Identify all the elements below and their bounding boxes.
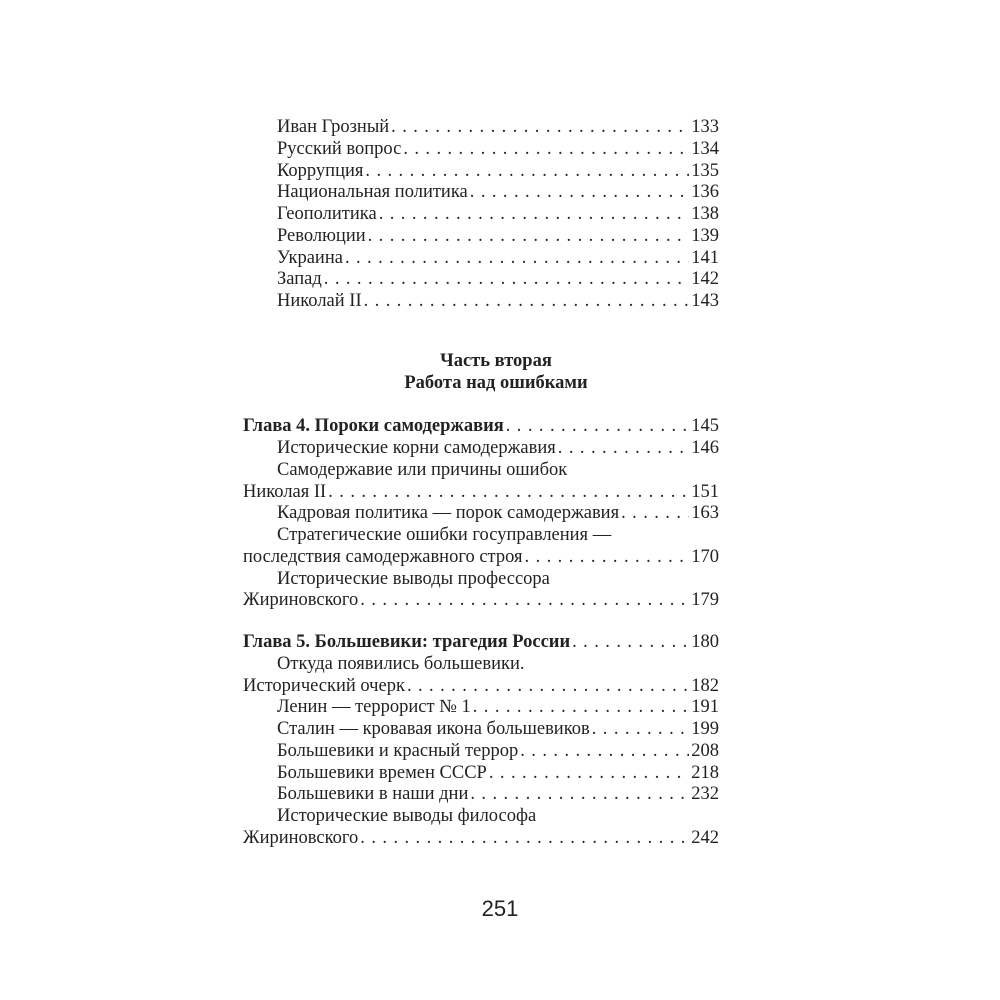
dot-leader — [345, 248, 689, 270]
toc-entry — [243, 161, 719, 183]
entry-page: 199 — [691, 719, 719, 739]
entry-title: Сталин — кровавая икона большевиков — [277, 719, 590, 739]
entry-page: 141 — [691, 247, 719, 268]
entry-title: Русский вопрос — [277, 138, 402, 159]
toc-entry — [243, 291, 719, 313]
toc-entry — [243, 269, 719, 291]
dot-leader — [391, 117, 689, 139]
toc-entry — [243, 204, 719, 226]
entry-title: Самодержавие или причины ошибок — [277, 459, 568, 480]
chapter-heading — [243, 632, 719, 654]
entry-page: 134 — [691, 138, 719, 159]
entry-page: 170 — [691, 546, 719, 567]
toc-entry — [243, 784, 719, 806]
entry-page: 191 — [691, 697, 719, 718]
dot-leader — [525, 547, 690, 569]
entry-page: 133 — [691, 117, 719, 137]
entry-page: 163 — [691, 503, 719, 524]
dot-leader — [592, 719, 690, 741]
entry-title: Большевики и красный террор — [277, 740, 519, 761]
entry-page: 146 — [691, 438, 719, 458]
entry-title: Украина — [277, 247, 343, 268]
dot-leader — [360, 590, 689, 612]
entry-title: Большевики времен СССР — [277, 762, 487, 783]
entry-title: Исторические корни самодержавия — [277, 438, 556, 458]
dot-leader — [470, 784, 689, 806]
entry-page: 242 — [691, 827, 719, 848]
entry-title: Откуда появились большевики. — [277, 653, 525, 674]
dot-leader — [558, 438, 689, 460]
entry-page: 136 — [691, 182, 719, 203]
toc-entry-line1 — [243, 525, 719, 547]
entry-page: 143 — [691, 291, 719, 311]
dot-leader — [473, 697, 690, 719]
dot-leader — [324, 269, 689, 291]
entry-title: Кадровая политика — порок самодержавия — [277, 503, 620, 524]
entry-title: Жириновского — [243, 590, 359, 611]
entry-page: 180 — [691, 632, 719, 652]
entry-title: Стратегические ошибки госуправления — — [277, 525, 612, 545]
entry-title: Николая II — [243, 481, 327, 502]
entry-page: 182 — [691, 675, 719, 696]
toc-entry-line1 — [243, 806, 719, 828]
entry-title: Геополитика — [277, 204, 377, 224]
entry-title: Ленин — террорист № 1 — [277, 697, 471, 718]
dot-leader — [407, 676, 689, 698]
page-number: 251 — [481, 896, 519, 921]
entry-page: 179 — [691, 590, 719, 611]
entry-page: 232 — [691, 784, 719, 805]
dot-leader — [379, 204, 690, 226]
toc-entry-line2 — [243, 828, 719, 850]
toc-entry — [243, 719, 719, 741]
toc-entry-line2 — [243, 482, 719, 504]
dot-leader — [520, 741, 689, 763]
spacer — [243, 394, 719, 416]
entry-title: Иван Грозный — [277, 117, 390, 137]
part-heading: Часть вторая — [440, 350, 552, 371]
toc-entry — [243, 741, 719, 763]
dot-leader — [621, 503, 689, 525]
spacer — [243, 612, 719, 632]
dot-leader — [506, 416, 690, 438]
table-of-contents — [243, 117, 719, 850]
toc-entry — [243, 182, 719, 204]
entry-page: 145 — [691, 416, 719, 437]
entry-title: Большевики в наши дни — [277, 784, 469, 805]
entry-title: Глава 4. Пороки самодержавия — [243, 416, 504, 437]
dot-leader — [572, 632, 689, 654]
toc-entry — [243, 226, 719, 248]
entry-title: Исторические выводы философа — [277, 806, 537, 826]
entry-page: 218 — [691, 762, 719, 783]
toc-entry — [243, 763, 719, 785]
entry-page: 138 — [691, 204, 719, 224]
entry-page: 208 — [691, 740, 719, 761]
entry-title: Глава 5. Большевики: трагедия России — [243, 632, 571, 652]
part-subtitle: Работа над ошибками — [404, 372, 588, 393]
dot-leader — [328, 482, 689, 504]
toc-entry — [243, 139, 719, 161]
entry-title: Революции — [277, 225, 366, 246]
dot-leader — [489, 763, 689, 785]
dot-leader — [403, 139, 689, 161]
toc-entry-line1 — [243, 654, 719, 676]
dot-leader — [364, 291, 690, 313]
toc-entry-line2 — [243, 676, 719, 698]
toc-entry — [243, 503, 719, 525]
dot-leader — [368, 226, 690, 248]
entry-page: 151 — [691, 481, 719, 502]
dot-leader — [365, 161, 689, 183]
toc-entry — [243, 248, 719, 270]
toc-entry — [243, 697, 719, 719]
entry-title: Коррупция — [277, 160, 364, 181]
entry-title: Исторический очерк — [243, 675, 405, 696]
entry-page: 135 — [691, 160, 719, 181]
entry-title: Национальная политика — [277, 182, 468, 203]
toc-entry — [243, 117, 719, 139]
spacer — [243, 313, 719, 351]
entry-title: Исторические выводы профессора — [277, 568, 550, 589]
dot-leader — [470, 182, 689, 204]
entry-title: последствия самодержавного строя — [243, 546, 523, 567]
entry-title: Запад — [277, 269, 322, 290]
toc-entry-line1 — [243, 569, 719, 591]
entry-page: 139 — [691, 225, 719, 246]
toc-entry-line2 — [243, 547, 719, 569]
entry-title: Жириновского — [243, 827, 359, 848]
toc-entry-line2 — [243, 590, 719, 612]
chapter-heading — [243, 416, 719, 438]
toc-entry-line1 — [243, 460, 719, 482]
toc-entry — [243, 438, 719, 460]
dot-leader — [360, 828, 689, 850]
entry-page: 142 — [691, 269, 719, 290]
entry-title: Николай II — [277, 291, 362, 311]
